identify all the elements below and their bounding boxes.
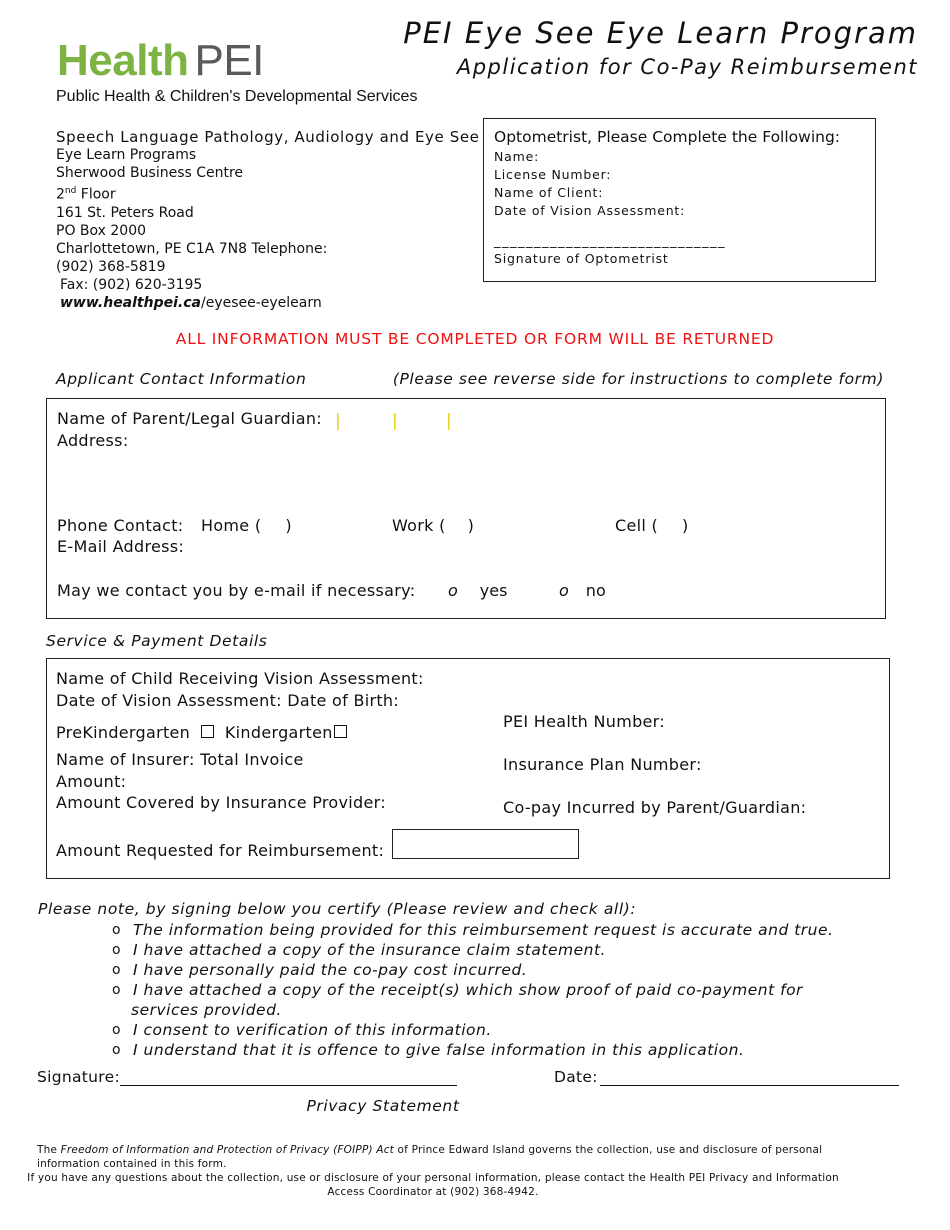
optometrist-signature-label: Signature of Optometrist [494, 251, 669, 266]
form-subtitle: Application for Co-Pay Reimbursement [456, 55, 918, 79]
prekindergarten-label: PreKindergarten [56, 723, 191, 742]
signature-line[interactable] [120, 1085, 457, 1086]
certification-list [112, 920, 833, 1060]
checkbox-circle-icon: o [112, 962, 122, 978]
prekindergarten-checkbox[interactable] [201, 725, 214, 738]
email-contact-no-radio[interactable]: o no [559, 581, 606, 600]
logo-pei-text: PEI [194, 36, 264, 85]
signature-label: Signature: [37, 1068, 120, 1086]
logo-subtitle: Public Health & Children's Developmental Services [56, 88, 418, 105]
radio-circle-icon: o [448, 581, 458, 600]
checkbox-circle-icon: o [112, 1022, 122, 1038]
amount-label: Amount: [56, 772, 127, 791]
insurer-total-invoice-label: Name of Insurer: Total Invoice [56, 750, 304, 769]
certification-heading: Please note, by signing below you certify (Please review and check all): [38, 900, 637, 918]
phone-contact-label: Phone Contact: [57, 516, 184, 535]
logo-health-text: Health [57, 36, 189, 85]
website-link[interactable]: www.healthpei.ca/eyesee-eyelearn [60, 294, 322, 311]
guardian-name-label: Name of Parent/Legal Guardian: [57, 409, 322, 428]
email-address-label: E-Mail Address: [57, 537, 185, 556]
service-section-label: Service & Payment Details [46, 632, 268, 650]
kindergarten-label: Kindergarten [224, 723, 333, 742]
instructions-note: (Please see reverse side for instructions to complete form) [392, 370, 884, 388]
completion-warning: ALL INFORMATION MUST BE COMPLETED OR FORM WILL BE RETURNED [175, 330, 775, 348]
fax: Fax: (902) 620-3195 [60, 276, 203, 293]
optometrist-box [483, 118, 876, 282]
amount-covered-label: Amount Covered by Insurance Provider: [56, 793, 386, 812]
health-pei-logo [57, 36, 264, 86]
certification-item[interactable]: o The information being provided for this reimbursement request is accurate and true. [112, 921, 834, 939]
checkbox-circle-icon: o [112, 982, 122, 998]
checkbox-circle-icon: o [112, 922, 122, 938]
kindergarten-checkbox[interactable] [334, 725, 347, 738]
pei-health-number-label: PEI Health Number: [503, 712, 665, 731]
amount-requested-input[interactable] [392, 829, 579, 859]
applicant-contact-box [46, 398, 886, 619]
address-line: Eye Learn Programs [56, 147, 197, 163]
certification-item[interactable]: o I have personally paid the co-pay cost incurred. [112, 961, 528, 979]
optometrist-name-field[interactable]: Name: [494, 149, 540, 164]
form-title: PEI Eye See Eye Learn Program [403, 16, 918, 50]
email-contact-question: May we contact you by e-mail if necessary: [57, 581, 416, 600]
child-name-label: Name of Child Receiving Vision Assessment: [56, 669, 424, 688]
optometrist-license-field[interactable]: License Number: [494, 167, 612, 182]
address-block [56, 128, 480, 312]
privacy-statement-title: Privacy Statement [306, 1097, 460, 1115]
checkbox-circle-icon: o [112, 942, 122, 958]
insurance-plan-number-label: Insurance Plan Number: [503, 755, 702, 774]
field-marker: | [335, 411, 341, 431]
optometrist-signature-line[interactable]: _____________________________ [494, 234, 726, 249]
certification-item[interactable]: o I have attached a copy of the receipt(s) which show proof of paid co-payment for [112, 981, 803, 999]
checkbox-circle-icon: o [112, 1042, 122, 1058]
amount-requested-label: Amount Requested for Reimbursement: [56, 841, 385, 860]
vision-assessment-date-field[interactable]: Date of Vision Assessment: [494, 203, 686, 218]
date-line[interactable] [600, 1085, 899, 1086]
certification-item[interactable]: o I have attached a copy of the insurance claim statement. [112, 941, 606, 959]
address-line: Charlottetown, PE C1A 7N8 Telephone: [56, 240, 328, 257]
guardian-name-input[interactable] [347, 411, 507, 433]
copay-incurred-label: Co-pay Incurred by Parent/Guardian: [503, 798, 807, 817]
grade-level-group [56, 723, 347, 742]
address-line: Speech Language Pathology, Audiology and Eye See [56, 128, 480, 146]
client-name-field[interactable]: Name of Client: [494, 185, 604, 200]
privacy-paragraph-2: If you have any questions about the collection, use or disclosure of your personal information, please contact the Health PEI Privacy and Information Access Coordinator at (902) 368-4942. [27, 1172, 839, 1198]
assessment-date-dob-label: Date of Vision Assessment: Date of Birth: [56, 691, 400, 710]
address-line: Sherwood Business Centre [56, 165, 244, 181]
address-input[interactable] [147, 431, 847, 501]
address-floor: 2nd Floor [56, 186, 116, 203]
field-marker: | [392, 411, 398, 431]
address-line: 161 St. Peters Road [56, 204, 194, 221]
optometrist-heading: Optometrist, Please Complete the Following: [494, 128, 841, 146]
service-payment-box [46, 658, 890, 879]
date-label: Date: [554, 1068, 598, 1086]
certification-item[interactable]: o I understand that it is offence to give false information in this application. [112, 1041, 745, 1059]
telephone: (902) 368-5819 [56, 258, 166, 275]
privacy-paragraph-1: The Freedom of Information and Protection of Privacy (FOIPP) Act of Prince Edward Island governs the collection, use and disclosure of personal information contained in this form. [37, 1144, 823, 1170]
field-marker: | [446, 411, 452, 431]
home-phone-field[interactable]: Home ( ) [201, 516, 292, 535]
email-contact-yes-radio[interactable]: o yes [448, 581, 508, 600]
applicant-section-label: Applicant Contact Information [56, 370, 307, 388]
certification-item[interactable]: o I consent to verification of this information. [112, 1021, 492, 1039]
work-phone-field[interactable]: Work ( ) [392, 516, 475, 535]
certification-item-continued: services provided. [131, 1001, 282, 1019]
address-line: PO Box 2000 [56, 222, 147, 239]
email-address-input[interactable] [192, 537, 792, 557]
radio-circle-icon: o [559, 581, 569, 600]
cell-phone-field[interactable]: Cell ( ) [615, 516, 689, 535]
address-label: Address: [57, 431, 129, 450]
